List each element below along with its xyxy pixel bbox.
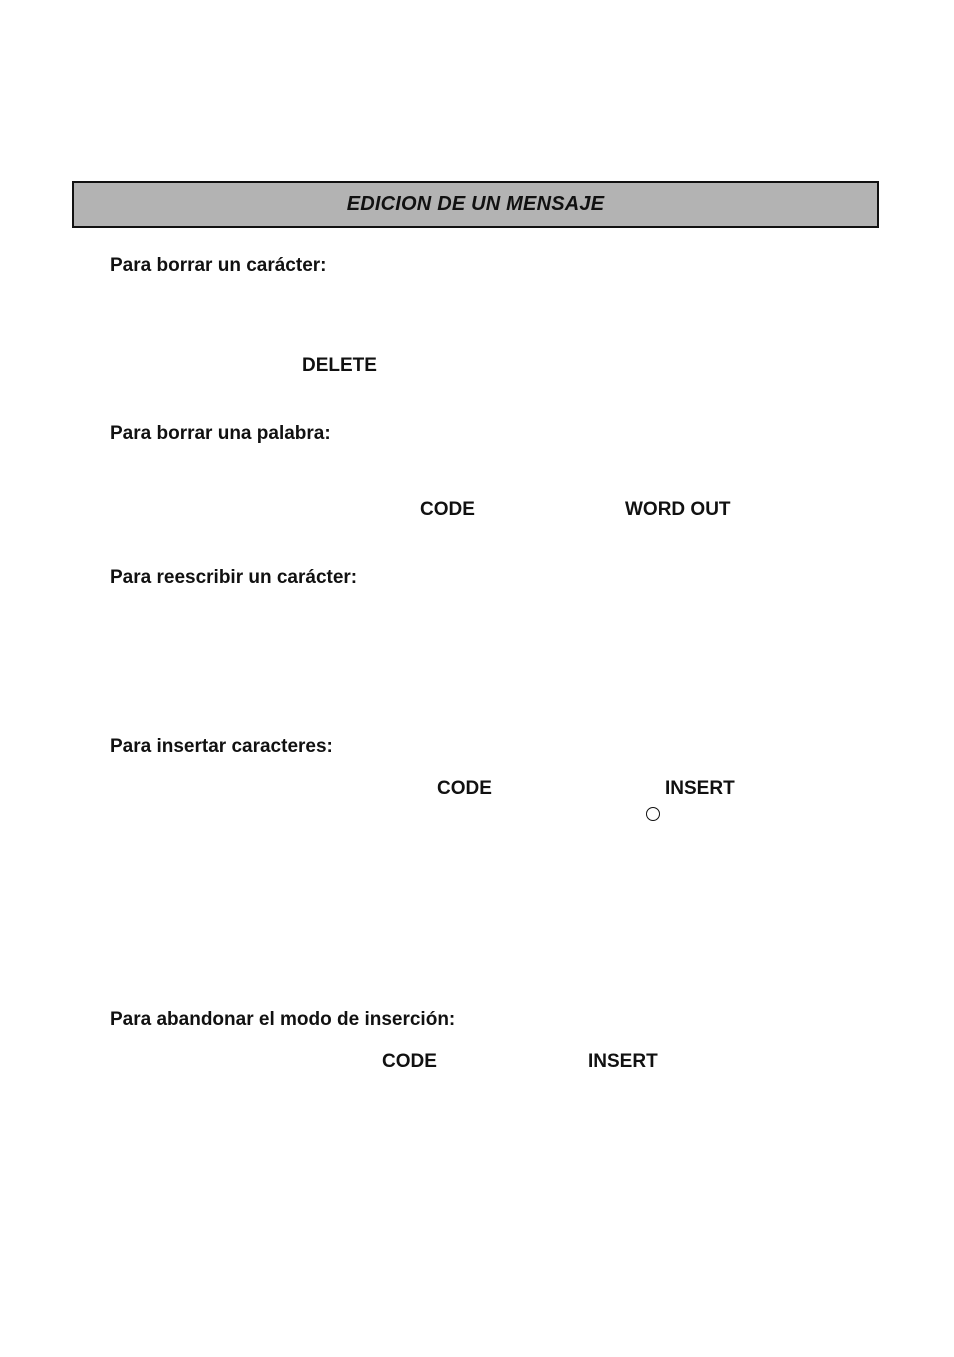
insert-key-label: INSERT xyxy=(588,1051,658,1072)
code-key-label: CODE xyxy=(437,778,492,799)
exit-insert-heading: Para abandonar el modo de inserción: xyxy=(110,1009,456,1030)
insert-chars-heading: Para insertar caracteres: xyxy=(110,736,333,757)
delete-char-heading: Para borrar un carácter: xyxy=(110,255,327,276)
rewrite-char-heading: Para reescribir un carácter: xyxy=(110,567,358,588)
delete-key-label: DELETE xyxy=(302,355,377,376)
word-out-key-label: WORD OUT xyxy=(625,499,731,520)
circle-icon xyxy=(646,807,660,821)
delete-word-heading: Para borrar una palabra: xyxy=(110,423,331,444)
section-header-bar xyxy=(72,181,879,228)
code-key-label: CODE xyxy=(382,1051,437,1072)
page-title: EDICION DE UN MENSAJE xyxy=(346,193,605,215)
code-key-label: CODE xyxy=(420,499,475,520)
insert-key-label: INSERT xyxy=(665,778,735,799)
